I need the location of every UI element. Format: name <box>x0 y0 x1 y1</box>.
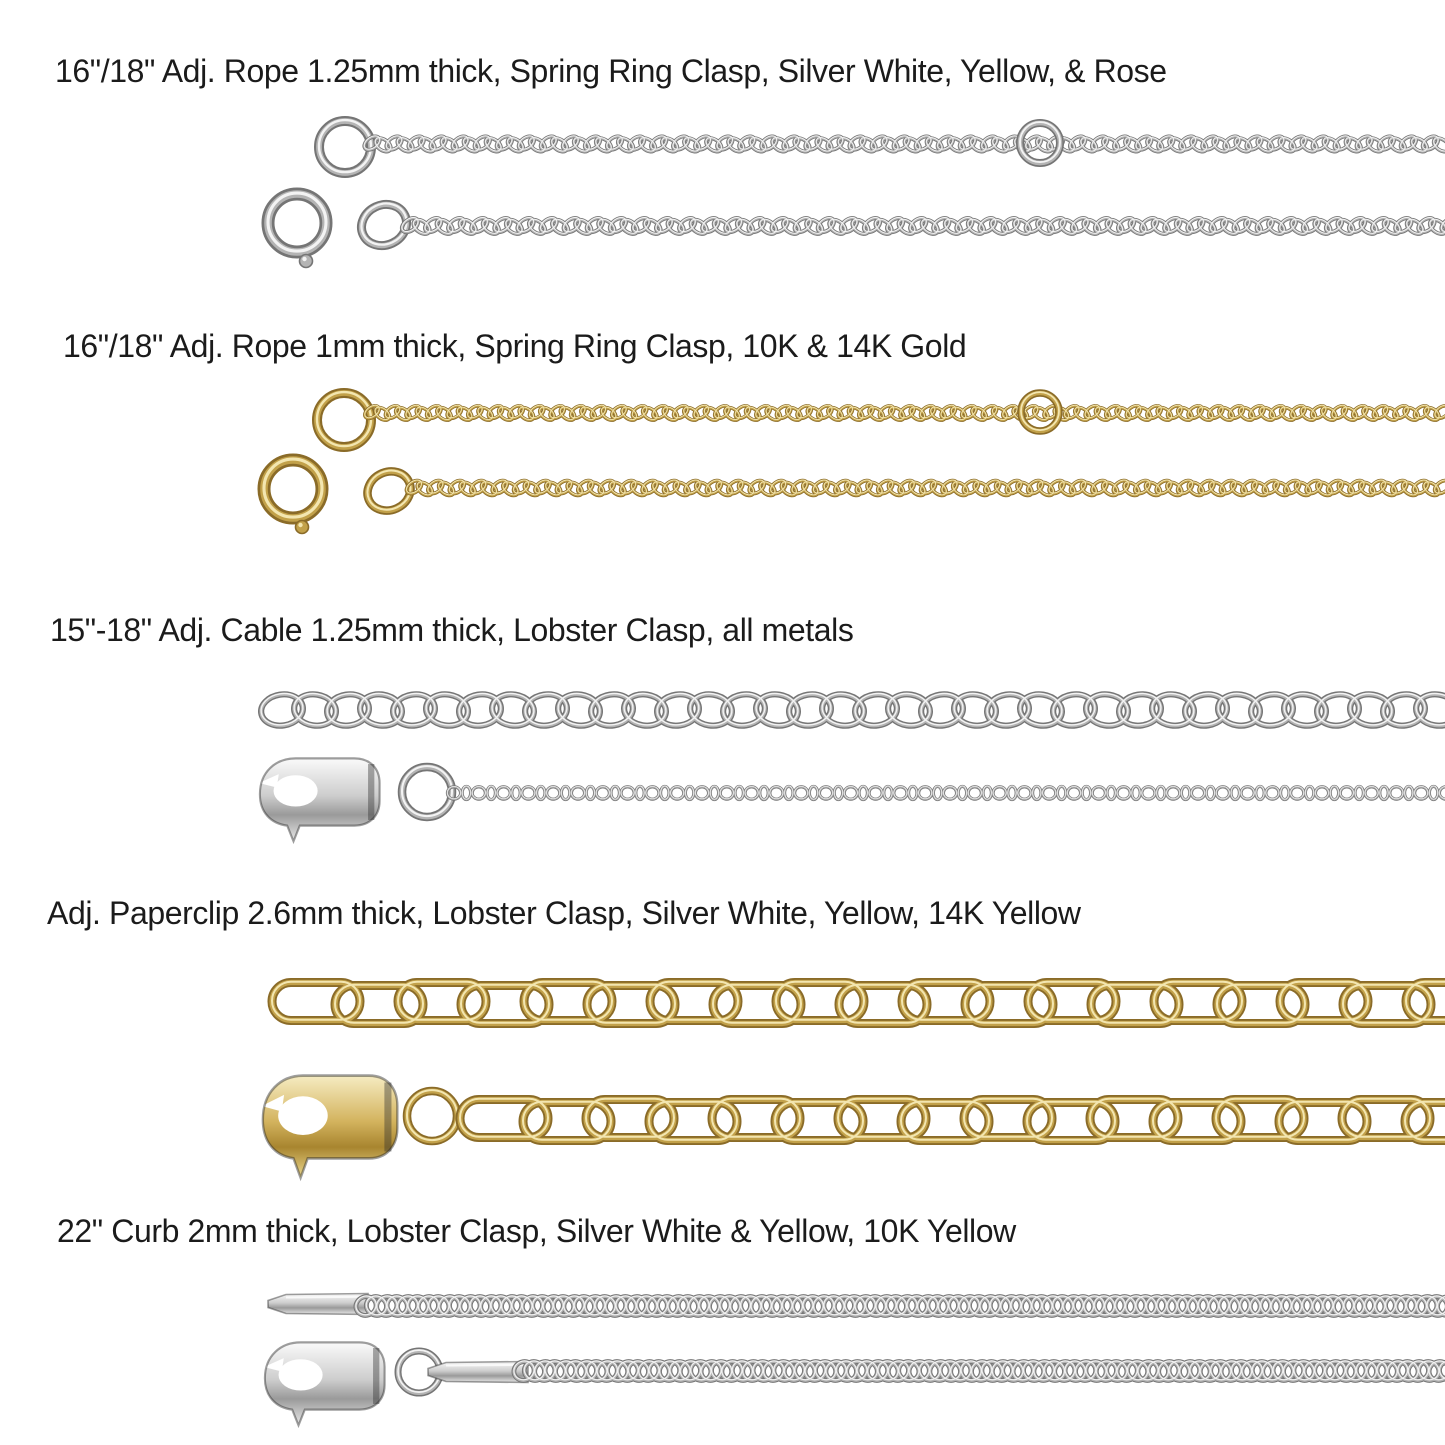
extender-cable-chain-row <box>259 691 1445 729</box>
section-rope-silver-illustration <box>268 120 1445 267</box>
rope-chain-row <box>362 133 1445 154</box>
connector-ring <box>361 464 417 518</box>
spring-ring-clasp <box>264 459 322 533</box>
jump-ring <box>407 1090 457 1141</box>
jump-ring <box>402 766 452 817</box>
jump-ring <box>317 392 371 447</box>
curb-chain-row <box>353 1293 1445 1318</box>
fine-cable-chain-row <box>447 786 1445 800</box>
paperclip-chain-row <box>272 982 1445 1024</box>
lobster-clasp <box>262 1076 398 1178</box>
rope-chain-row <box>362 403 1445 423</box>
section-label-cable: 15"-18" Adj. Cable 1.25mm thick, Lobster Clasp, all metals <box>50 612 854 648</box>
section-cable-illustration <box>259 691 1445 842</box>
section-label-paperclip: Adj. Paperclip 2.6mm thick, Lobster Clasp, Silver White, Yellow, 14K Yellow <box>47 895 1081 931</box>
rope-chain-row <box>399 215 1445 237</box>
end-tag <box>268 1294 368 1315</box>
section-label-rope-gold: 16"/18" Adj. Rope 1mm thick, Spring Ring Clasp, 10K & 14K Gold <box>63 328 967 364</box>
section-paperclip-illustration <box>262 982 1445 1178</box>
section-rope-gold-illustration <box>264 392 1445 533</box>
section-label-rope-silver: 16"/18" Adj. Rope 1.25mm thick, Spring Ring Clasp, Silver White, Yellow, & Rose <box>55 53 1167 89</box>
section-label-curb: 22" Curb 2mm thick, Lobster Clasp, Silver White & Yellow, 10K Yellow <box>57 1213 1016 1249</box>
rope-chain-row <box>404 477 1445 498</box>
paperclip-chain-row <box>460 1099 1445 1141</box>
section-curb-illustration <box>264 1293 1445 1425</box>
lobster-clasp <box>264 1342 385 1425</box>
spring-ring-clasp <box>268 193 326 267</box>
lobster-clasp <box>259 758 380 841</box>
curb-chain-row <box>511 1358 1445 1383</box>
